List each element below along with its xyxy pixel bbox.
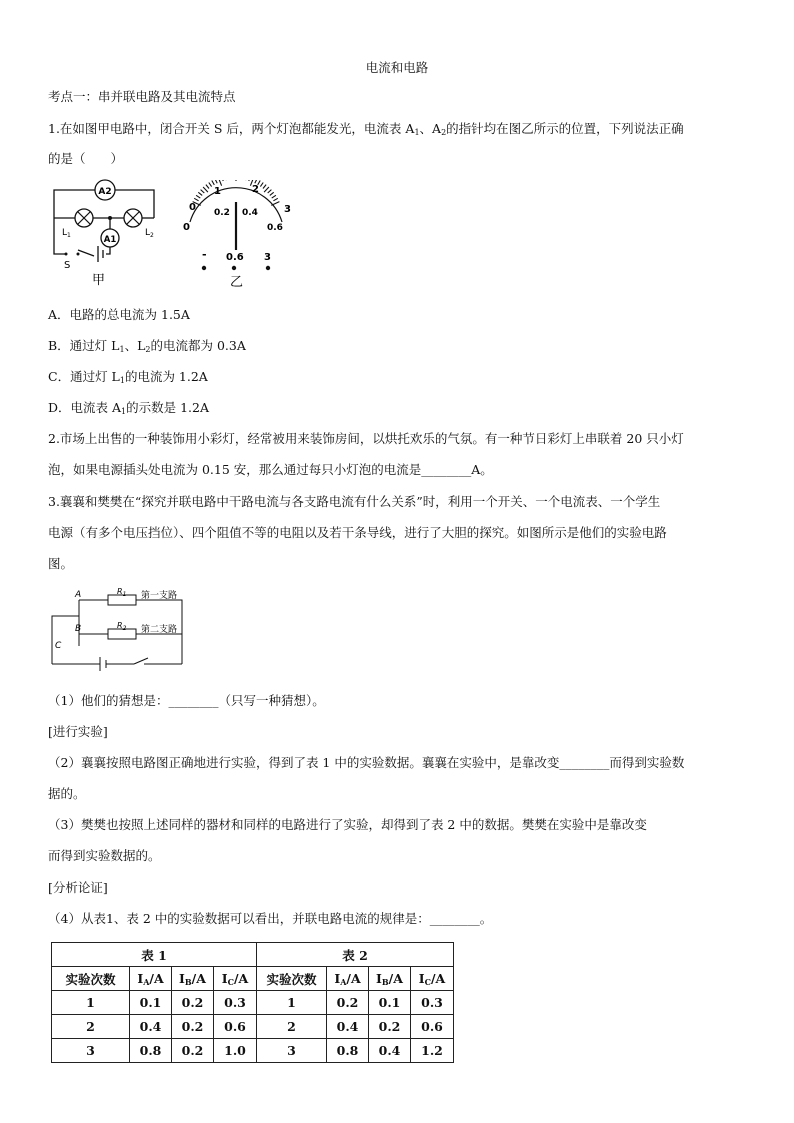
q1-option-a[interactable]: A．电路的总电流为 1.5A [48,307,190,322]
table1-title: 表 1 [52,943,257,967]
circuit-diagram-jia [48,178,163,290]
svg-text:R1: $R_1$ [117,587,127,598]
terminal-0.6 [232,266,236,270]
dial-tick [264,187,269,192]
terminal-negative [202,266,206,270]
q1-option-b[interactable]: B．通过灯 $L_1$、$L_2$的电流都为 0.3A [48,338,246,354]
svg-text:L2: $L_2$ [145,228,154,239]
q3-part3-line2: 而得到实验数据的。 [48,848,161,863]
svg-text:3: 3 [284,204,291,215]
q2-line2: 泡，如果电源插头处电流为 0.15 安，那么通过每只小灯泡的电流是________A。 [48,462,493,477]
dial-tick [206,185,209,189]
svg-text:-: - [202,248,207,261]
q3-heading-experiment: [进行实验] [48,724,108,739]
svg-text:1: 1 [214,186,221,197]
branch1-label: 第一支路 [141,591,178,601]
q1-stem-line2: 的是（ ） [48,151,124,166]
svg-text:0.6: 0.6 [267,223,283,233]
svg-text:B: B [75,624,82,634]
dial-tick [196,195,200,198]
q3-part3-line1: （3）樊樊也按照上述同样的器材和同样的电路进行了实验，却得到了表 2 中的数据。樊樊在实验中是靠改变 [48,817,647,832]
dial-tick [198,192,202,195]
section-heading: 考点一：串并联电路及其电流特点 [48,89,236,104]
dial-tick [203,187,208,192]
svg-text:0.2: 0.2 [214,208,230,218]
q1-option-d[interactable]: D．电流表 $A_1$的示数是 1.2A [48,400,210,416]
dial-tick [201,190,205,193]
svg-text:R2: $R_2$ [117,621,127,632]
dial-tick [212,181,215,185]
data-table [51,942,454,1063]
dial-tick [255,180,257,183]
parallel-circuit-diagram [46,586,196,672]
svg-text:0.6: 0.6 [226,252,244,263]
lamp-l1 [75,209,93,227]
table-row: 1 0.1 0.2 0.3 1 0.2 0.1 0.3 [52,991,454,1015]
ammeter-dial-yi [174,180,298,292]
dial-tick [215,180,217,183]
switch-label: S [64,260,71,271]
q3-line3: 图。 [48,556,74,571]
svg-text:0: 0 [189,202,196,213]
svg-text:2: 2 [252,184,259,195]
table2-title: 表 2 [257,943,454,967]
dial-tick [270,192,274,195]
q3-line1: 3.襄襄和樊樊在“探究并联电路中干路电流与各支路电流有什么关系”时，利用一个开关、一个电流表、一个学生 [48,494,661,509]
svg-text:A1: A1 [103,235,117,245]
ammeter-a1 [101,229,119,247]
table-header-row: 实验次数 $I_A/A$ $I_B/A$ $I_C/A$ 实验次数 $I_A/A$ $I_B/A$ $I_C/A$ [52,967,454,991]
page-title: 电流和电路 [365,60,429,75]
dial-tick [273,198,277,201]
svg-text:L1: $L_1$ [62,228,71,239]
q3-part4: （4）从表1、表 2 中的实验数据可以看出，并联电路电流的规律是：________。 [48,911,493,926]
q2-line1: 2.市场上出售的一种装饰用小彩灯，经常被用来装饰房间，以烘托欢乐的气氛。有一种节日彩灯上串联着 20 只小灯 [48,431,684,446]
q3-line2: 电源（有多个电压挡位）、四个阻值不等的电阻以及若干条导线，进行了大胆的探究。如图所示是他们的实验电路 [48,525,667,540]
dial-tick [218,180,221,186]
dial-tick [263,185,266,189]
q3-part1: （1）他们的猜想是：________（只写一种猜想）。 [48,693,325,708]
q1-option-c[interactable]: C．通过灯 $L_1$的电流为 1.2A [48,369,208,385]
branch2-label: 第二支路 [141,625,178,635]
svg-text:A2: A2 [98,187,112,197]
q3-part2-line1: （2）襄襄按照电路图正确地进行实验，得到了表 1 中的实验数据。襄襄在实验中，是靠改变________而得到实验数 [48,755,685,770]
figure-label-jia: 甲 [92,273,106,288]
svg-text:C: C [55,641,62,651]
table-row: 2 0.4 0.2 0.6 2 0.4 0.2 0.6 [52,1015,454,1039]
svg-text:0.4: 0.4 [242,208,258,218]
lamp-l2 [124,209,142,227]
table-row: 3 0.8 0.2 1.0 3 0.8 0.4 1.2 [52,1039,454,1063]
table-title-row [52,943,454,967]
svg-text:3: 3 [264,252,271,263]
dial-tick [268,190,272,193]
dial-tick [272,195,276,198]
dial-tick [222,180,224,181]
dial-tick [249,180,251,181]
dial-tick [260,183,263,187]
svg-text:0: 0 [183,222,190,233]
q3-heading-analysis: [分析论证] [48,880,108,895]
q1-stem-line1: 1.在如图甲电路中，闭合开关 S 后，两个灯泡都能发光，电流表 $A_1$、$A_2$的指针均在图乙所示的位置，下列说法正确 [48,121,684,137]
terminal-3 [266,266,270,270]
dial-tick [194,198,198,201]
svg-text:A: A [75,590,82,600]
dial-tick [209,183,212,187]
figure-label-yi: 乙 [230,275,244,290]
ammeter-a2 [95,180,115,200]
q3-part2-line2: 据的。 [48,786,86,801]
